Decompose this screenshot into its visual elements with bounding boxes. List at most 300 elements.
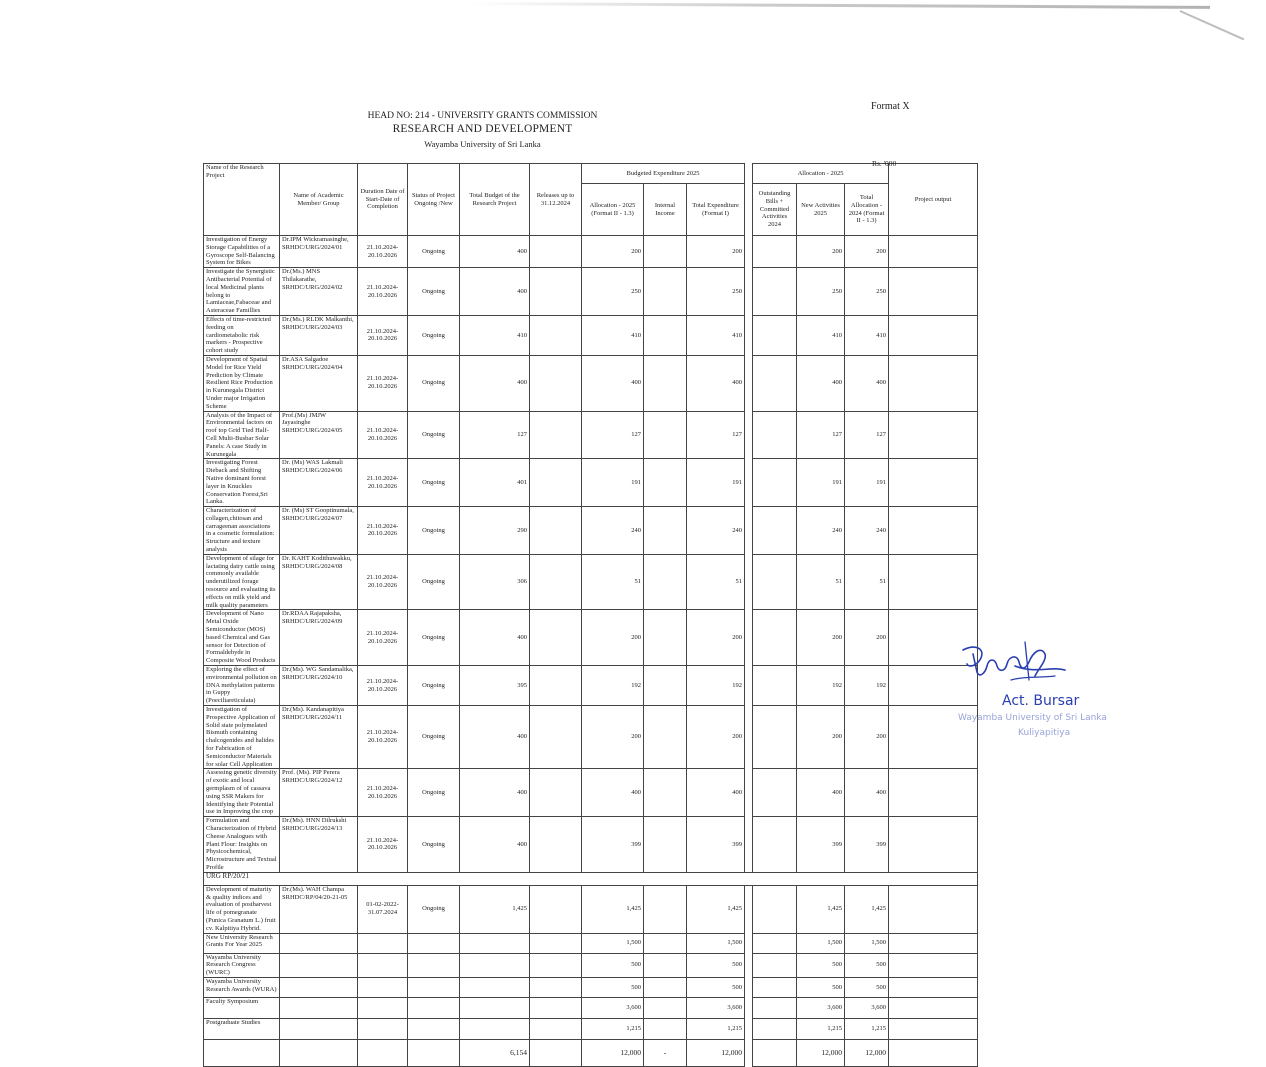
totals-cell bbox=[753, 1039, 797, 1066]
academic-member-cell: Dr.IPM Wickramasinghe, SRHDC/URG/2024/01 bbox=[280, 236, 358, 268]
total-budget-cell: 1,425 bbox=[460, 885, 530, 933]
column-separator-cell bbox=[745, 1018, 753, 1039]
total-budget-cell bbox=[460, 953, 530, 977]
outstanding-bills-cell bbox=[753, 1018, 797, 1039]
academic-member-cell bbox=[280, 997, 358, 1018]
outstanding-bills-cell bbox=[753, 610, 797, 666]
column-separator-cell bbox=[745, 977, 753, 997]
internal-income-cell bbox=[644, 355, 687, 411]
table-row bbox=[204, 610, 978, 666]
releases-cell bbox=[530, 355, 582, 411]
header-duration: Duration Date of Start-Date of Completion bbox=[358, 164, 408, 236]
table-row bbox=[204, 459, 978, 507]
releases-cell bbox=[530, 666, 582, 706]
new-activities-cell: 51 bbox=[797, 554, 845, 610]
total-allocation-cell: 1,425 bbox=[845, 885, 889, 933]
table-row bbox=[204, 885, 978, 933]
duration-cell: 21.10.2024-20.10.2026 bbox=[358, 236, 408, 268]
header-new-activities: New Activities 2025 bbox=[797, 184, 845, 236]
academic-member-cell: Dr.RDAA Rajapaksha, SRHDC/URG/2024/09 bbox=[280, 610, 358, 666]
academic-member-cell: Dr.(Ms.) RLDK Malkanthi, SRHDC/URG/2024/03 bbox=[280, 315, 358, 355]
totals-cell bbox=[204, 1039, 280, 1066]
outstanding-bills-cell bbox=[753, 236, 797, 268]
total-budget-cell: 290 bbox=[460, 507, 530, 555]
releases-cell bbox=[530, 769, 582, 817]
project-output-cell bbox=[889, 953, 978, 977]
status-cell: Ongoing bbox=[408, 666, 460, 706]
internal-income-cell bbox=[644, 885, 687, 933]
new-activities-sum: 12,000 bbox=[797, 1039, 845, 1066]
duration-cell bbox=[358, 997, 408, 1018]
new-activities-cell: 240 bbox=[797, 507, 845, 555]
total-allocation-cell: 200 bbox=[845, 236, 889, 268]
academic-member-cell: Prof.(Ms) JMJW Jayasinghe SRHDC/URG/2024/05 bbox=[280, 411, 358, 459]
allocation-2025-cell: 51 bbox=[582, 554, 644, 610]
duration-cell: 21.10.2024-20.10.2026 bbox=[358, 554, 408, 610]
status-cell: Ongoing bbox=[408, 769, 460, 817]
allocation-2025-cell: 500 bbox=[582, 953, 644, 977]
allocation-2025-cell: 400 bbox=[582, 769, 644, 817]
allocation-2025-cell: 400 bbox=[582, 355, 644, 411]
column-separator-cell bbox=[745, 236, 753, 268]
academic-member-cell bbox=[280, 933, 358, 953]
total-allocation-cell: 500 bbox=[845, 953, 889, 977]
outstanding-bills-cell bbox=[753, 706, 797, 769]
new-activities-cell: 200 bbox=[797, 610, 845, 666]
project-name-cell: Assessing genetic diversity of exotic and local germplasm of of cassava using SSR Makers for Identifying their Potential use in Improving the crop bbox=[204, 769, 280, 817]
total-budget-cell bbox=[460, 933, 530, 953]
academic-member-cell: Dr.(Ms). WG Sandamalika, SRHDC/URG/2024/10 bbox=[280, 666, 358, 706]
total-allocation-cell: 200 bbox=[845, 610, 889, 666]
total-expenditure-sum: 12,000 bbox=[687, 1039, 745, 1066]
allocation-2025-cell: 399 bbox=[582, 817, 644, 873]
internal-income-cell bbox=[644, 411, 687, 459]
status-cell bbox=[408, 933, 460, 953]
project-name-cell: Characterization of collagen,chitosan and carrageenan associations in a cosmetic formulation: Structure and texture analysis bbox=[204, 507, 280, 555]
section-label: URG RP/20/21 bbox=[204, 872, 978, 885]
column-separator-cell bbox=[745, 554, 753, 610]
project-name-cell: Development of maturity & quality indices and evaluation of postharvest life of pomegranate (Punica Granatum L.) fruit cv. Kalpitiya Hybrid. bbox=[204, 885, 280, 933]
total-budget-cell: 306 bbox=[460, 554, 530, 610]
project-output-cell bbox=[889, 411, 978, 459]
duration-cell bbox=[358, 953, 408, 977]
internal-income-cell bbox=[644, 459, 687, 507]
table-row bbox=[204, 554, 978, 610]
allocation-2025-cell: 500 bbox=[582, 977, 644, 997]
column-separator-cell bbox=[745, 355, 753, 411]
header-allocation-2025: Allocation - 2025 (Format II - 1.3) bbox=[582, 184, 644, 236]
new-activities-cell: 400 bbox=[797, 355, 845, 411]
internal-income-cell bbox=[644, 236, 687, 268]
column-separator-cell bbox=[745, 769, 753, 817]
total-expenditure-cell: 127 bbox=[687, 411, 745, 459]
total-allocation-cell: 1,215 bbox=[845, 1018, 889, 1039]
table-row bbox=[204, 355, 978, 411]
totals-row bbox=[204, 1039, 978, 1066]
project-output-cell bbox=[889, 1018, 978, 1039]
total-expenditure-cell: 51 bbox=[687, 554, 745, 610]
duration-cell bbox=[358, 1018, 408, 1039]
duration-cell: 21.10.2024-20.10.2026 bbox=[358, 411, 408, 459]
status-cell: Ongoing bbox=[408, 315, 460, 355]
project-output-cell bbox=[889, 817, 978, 873]
total-expenditure-cell: 200 bbox=[687, 236, 745, 268]
column-separator-cell bbox=[745, 997, 753, 1018]
currency-unit: Rs. '000 bbox=[872, 159, 897, 168]
totals-cell bbox=[358, 1039, 408, 1066]
total-allocation-cell: 3,600 bbox=[845, 997, 889, 1018]
releases-cell bbox=[530, 459, 582, 507]
total-budget-cell: 127 bbox=[460, 411, 530, 459]
outstanding-bills-cell bbox=[753, 817, 797, 873]
academic-member-cell: Dr.(Ms.) MNS Thilakarathe, SRHDC/URG/2024/02 bbox=[280, 268, 358, 316]
project-output-cell bbox=[889, 769, 978, 817]
project-name-cell: Formulation and Characterization of Hybrid Cheese Analogues with Plant Flour: Insights on Physicochemical, Microstructure and Textual Profile bbox=[204, 817, 280, 873]
status-cell: Ongoing bbox=[408, 268, 460, 316]
internal-income-cell bbox=[644, 933, 687, 953]
allocation-2025-cell: 3,600 bbox=[582, 997, 644, 1018]
duration-cell: 21.10.2024-20.10.2026 bbox=[358, 355, 408, 411]
duration-cell: 21.10.2024-20.10.2026 bbox=[358, 817, 408, 873]
total-allocation-cell: 400 bbox=[845, 769, 889, 817]
status-cell: Ongoing bbox=[408, 411, 460, 459]
table-body bbox=[204, 236, 978, 1040]
duration-cell: 21.10.2024-20.10.2026 bbox=[358, 706, 408, 769]
table-row bbox=[204, 817, 978, 873]
academic-member-cell bbox=[280, 977, 358, 997]
total-expenditure-cell: 399 bbox=[687, 817, 745, 873]
total-allocation-sum: 12,000 bbox=[845, 1039, 889, 1066]
project-name-cell: Exploring the effect of environmental pollution on DNA methylation patterns in Guppy (Poeciliareticulata) bbox=[204, 666, 280, 706]
project-name-cell: Analysis of the Impact of Environmental factors on roof top Grid Tied Half-Cell Multi-Busbar Solar Panels: A case Study in Kurunegala bbox=[204, 411, 280, 459]
project-name-cell: Investigation of Energy Storage Capabilities of a Gyroscope Self-Balancing System for Bikes bbox=[204, 236, 280, 268]
project-output-cell bbox=[889, 355, 978, 411]
stamp-location: Kuliyapitiya bbox=[1018, 728, 1071, 738]
project-name-cell: Development of silage for lactating dairy cattle using commonly available underutilized forage resource and evaluating its effects on milk yield and milk quality parameters bbox=[204, 554, 280, 610]
total-expenditure-cell: 1,215 bbox=[687, 1018, 745, 1039]
releases-cell bbox=[530, 554, 582, 610]
column-separator-cell bbox=[745, 315, 753, 355]
releases-cell bbox=[530, 507, 582, 555]
internal-income-sum: - bbox=[644, 1039, 687, 1066]
total-allocation-cell: 400 bbox=[845, 355, 889, 411]
total-expenditure-cell: 200 bbox=[687, 706, 745, 769]
total-budget-cell bbox=[460, 997, 530, 1018]
new-activities-cell: 1,215 bbox=[797, 1018, 845, 1039]
table-row bbox=[204, 977, 978, 997]
status-cell: Ongoing bbox=[408, 706, 460, 769]
header-releases: Releases up to 31.12.2024 bbox=[530, 164, 582, 236]
institution-name: Wayamba University of Sri Lanka bbox=[424, 139, 541, 149]
new-activities-cell: 200 bbox=[797, 236, 845, 268]
total-allocation-cell: 127 bbox=[845, 411, 889, 459]
duration-cell: 21.10.2024-20.10.2026 bbox=[358, 459, 408, 507]
total-expenditure-cell: 200 bbox=[687, 610, 745, 666]
header-project-name: Name of the Research Project bbox=[204, 164, 280, 236]
table-row bbox=[204, 507, 978, 555]
project-output-cell bbox=[889, 977, 978, 997]
outstanding-bills-cell bbox=[753, 459, 797, 507]
duration-cell bbox=[358, 933, 408, 953]
total-expenditure-cell: 400 bbox=[687, 355, 745, 411]
table-row bbox=[204, 1018, 978, 1039]
allocation-2025-cell: 192 bbox=[582, 666, 644, 706]
column-separator-cell bbox=[745, 666, 753, 706]
duration-cell: 21.10.2024-20.10.2026 bbox=[358, 507, 408, 555]
project-name-cell: Investigation of Prospective Application of Solid state polymelated Bismuth containing chalcogenides and halides for Fabrication of Semiconductor Materials for solar Cell Application bbox=[204, 706, 280, 769]
project-output-cell bbox=[889, 885, 978, 933]
total-budget-cell: 401 bbox=[460, 459, 530, 507]
internal-income-cell bbox=[644, 507, 687, 555]
releases-cell bbox=[530, 933, 582, 953]
releases-cell bbox=[530, 706, 582, 769]
total-budget-sum: 6,154 bbox=[460, 1039, 530, 1066]
releases-cell bbox=[530, 997, 582, 1018]
project-name-cell: Investigate the Synergistic Antibacterial Potential of local Medicinal plants belong to Lamiaceae,Fabaceae and Asteraceae Famillies bbox=[204, 268, 280, 316]
allocation-2025-cell: 200 bbox=[582, 236, 644, 268]
new-activities-cell: 500 bbox=[797, 953, 845, 977]
table-row bbox=[204, 769, 978, 817]
outstanding-bills-cell bbox=[753, 411, 797, 459]
allocation-2025-cell: 127 bbox=[582, 411, 644, 459]
project-name-cell: Investigating Forest Dieback and Shifting Native dominant forest layer in Knuckles Conservation Forest,Sri Lanka. bbox=[204, 459, 280, 507]
total-allocation-cell: 191 bbox=[845, 459, 889, 507]
table-row bbox=[204, 411, 978, 459]
scan-edge-shadow bbox=[470, 2, 1210, 9]
releases-cell bbox=[530, 817, 582, 873]
table-row bbox=[204, 315, 978, 355]
total-allocation-cell: 410 bbox=[845, 315, 889, 355]
outstanding-bills-cell bbox=[753, 355, 797, 411]
new-activities-cell: 200 bbox=[797, 706, 845, 769]
new-activities-cell: 399 bbox=[797, 817, 845, 873]
project-name-cell: Faculty Symposium bbox=[204, 997, 280, 1018]
column-separator-cell bbox=[745, 953, 753, 977]
releases-cell bbox=[530, 610, 582, 666]
status-cell bbox=[408, 997, 460, 1018]
table-row bbox=[204, 933, 978, 953]
total-expenditure-cell: 191 bbox=[687, 459, 745, 507]
status-cell bbox=[408, 977, 460, 997]
allocation-2025-cell: 410 bbox=[582, 315, 644, 355]
new-activities-cell: 192 bbox=[797, 666, 845, 706]
internal-income-cell bbox=[644, 666, 687, 706]
total-expenditure-cell: 3,600 bbox=[687, 997, 745, 1018]
allocation-2025-cell: 240 bbox=[582, 507, 644, 555]
column-separator-cell bbox=[745, 507, 753, 555]
header-internal-income: Internal Income bbox=[644, 184, 687, 236]
project-name-cell: Wayamba University Research Congress (WURC) bbox=[204, 953, 280, 977]
internal-income-cell bbox=[644, 817, 687, 873]
allocation-2025-cell: 200 bbox=[582, 706, 644, 769]
new-activities-cell: 410 bbox=[797, 315, 845, 355]
duration-cell: 21.10.2024-20.10.2026 bbox=[358, 610, 408, 666]
project-name-cell: Development of Spatial Model for Rice Yield Prediction by Climate Resilient Rice Production in Kurunegala District Under major Irrigation Scheme bbox=[204, 355, 280, 411]
totals-cell bbox=[530, 1039, 582, 1066]
internal-income-cell bbox=[644, 268, 687, 316]
academic-member-cell: Dr.(Ms). WAH Champa SRHDC/RP/04/20-21-05 bbox=[280, 885, 358, 933]
new-activities-cell: 400 bbox=[797, 769, 845, 817]
totals-cell bbox=[408, 1039, 460, 1066]
total-allocation-cell: 1,500 bbox=[845, 933, 889, 953]
outstanding-bills-cell bbox=[753, 977, 797, 997]
total-allocation-cell: 399 bbox=[845, 817, 889, 873]
column-separator-cell bbox=[745, 610, 753, 666]
total-expenditure-cell: 192 bbox=[687, 666, 745, 706]
column-separator-cell bbox=[745, 885, 753, 933]
releases-cell bbox=[530, 411, 582, 459]
total-allocation-cell: 250 bbox=[845, 268, 889, 316]
column-separator bbox=[745, 1039, 753, 1066]
total-allocation-cell: 500 bbox=[845, 977, 889, 997]
total-budget-cell bbox=[460, 977, 530, 997]
total-budget-cell: 400 bbox=[460, 268, 530, 316]
head-number: HEAD NO: 214 - UNIVERSITY GRANTS COMMISSION bbox=[367, 111, 598, 121]
column-separator-cell bbox=[745, 268, 753, 316]
project-name-cell: Postgraduate Studies bbox=[204, 1018, 280, 1039]
outstanding-bills-cell bbox=[753, 885, 797, 933]
total-expenditure-cell: 500 bbox=[687, 953, 745, 977]
duration-cell: 21.10.2024-20.10.2026 bbox=[358, 268, 408, 316]
new-activities-cell: 191 bbox=[797, 459, 845, 507]
status-cell: Ongoing bbox=[408, 236, 460, 268]
header-allocation-group: Allocation - 2025 bbox=[753, 164, 889, 184]
project-output-cell bbox=[889, 933, 978, 953]
header-status: Status of Project Ongoing /New bbox=[408, 164, 460, 236]
project-output-cell bbox=[889, 554, 978, 610]
outstanding-bills-cell bbox=[753, 933, 797, 953]
academic-member-cell: Dr.ASA Salgadoe SRHDC/URG/2024/04 bbox=[280, 355, 358, 411]
total-allocation-cell: 240 bbox=[845, 507, 889, 555]
project-name-cell: Development of Nano Metal Oxide Semiconductor (MOS) based Chemical and Gas sensor for Detection of Formaldehyde in Composite Wood Products bbox=[204, 610, 280, 666]
allocation-2025-cell: 250 bbox=[582, 268, 644, 316]
new-activities-cell: 500 bbox=[797, 977, 845, 997]
header-outstanding: Outstanding Bills + Committed Activities 2024 bbox=[753, 184, 797, 236]
total-expenditure-cell: 400 bbox=[687, 769, 745, 817]
total-allocation-cell: 200 bbox=[845, 706, 889, 769]
internal-income-cell bbox=[644, 554, 687, 610]
column-separator-cell bbox=[745, 706, 753, 769]
internal-income-cell bbox=[644, 977, 687, 997]
internal-income-cell bbox=[644, 953, 687, 977]
releases-cell bbox=[530, 268, 582, 316]
total-budget-cell: 400 bbox=[460, 610, 530, 666]
totals-cell bbox=[280, 1039, 358, 1066]
outstanding-bills-cell bbox=[753, 507, 797, 555]
outstanding-bills-cell bbox=[753, 953, 797, 977]
signatory-title: Act. Bursar bbox=[1002, 693, 1080, 709]
total-expenditure-cell: 1,500 bbox=[687, 933, 745, 953]
releases-cell bbox=[530, 236, 582, 268]
header-member: Name of Academic Member/ Group bbox=[280, 164, 358, 236]
table-row bbox=[204, 706, 978, 769]
project-output-cell bbox=[889, 268, 978, 316]
internal-income-cell bbox=[644, 769, 687, 817]
total-budget-cell: 400 bbox=[460, 706, 530, 769]
outstanding-bills-cell bbox=[753, 769, 797, 817]
duration-cell: 01-02-2022-31.07.2024 bbox=[358, 885, 408, 933]
academic-member-cell: Dr.(Ms). Kandanapitiya SRHDC/URG/2024/11 bbox=[280, 706, 358, 769]
scan-corner-fold bbox=[1180, 10, 1245, 40]
internal-income-cell bbox=[644, 1018, 687, 1039]
table-row bbox=[204, 666, 978, 706]
duration-cell: 21.10.2024-20.10.2026 bbox=[358, 769, 408, 817]
total-allocation-cell: 51 bbox=[845, 554, 889, 610]
status-cell: Ongoing bbox=[408, 459, 460, 507]
table-row bbox=[204, 953, 978, 977]
duration-cell bbox=[358, 977, 408, 997]
internal-income-cell bbox=[644, 997, 687, 1018]
allocation-2025-cell: 1,215 bbox=[582, 1018, 644, 1039]
research-budget-table bbox=[203, 163, 978, 1067]
table-row bbox=[204, 236, 978, 268]
outstanding-bills-cell bbox=[753, 997, 797, 1018]
academic-member-cell: Dr. (Ms) WAS Lakmali SRHDC/URG/2024/06 bbox=[280, 459, 358, 507]
project-output-cell bbox=[889, 315, 978, 355]
status-cell: Ongoing bbox=[408, 610, 460, 666]
project-name-cell: Effects of time-restricted feeding on cardiometabolic risk markers - Prospective cohort study bbox=[204, 315, 280, 355]
status-cell: Ongoing bbox=[408, 554, 460, 610]
allocation-2025-cell: 191 bbox=[582, 459, 644, 507]
table-row bbox=[204, 268, 978, 316]
academic-member-cell: Dr. (Ms) ST Gooptinumala, SRHDC/URG/2024/07 bbox=[280, 507, 358, 555]
header-total-expenditure: Total Expenditure (Format I) bbox=[687, 184, 745, 236]
new-activities-cell: 1,500 bbox=[797, 933, 845, 953]
allocation-sum: 12,000 bbox=[582, 1039, 644, 1066]
total-budget-cell: 400 bbox=[460, 769, 530, 817]
outstanding-bills-cell bbox=[753, 268, 797, 316]
column-separator-cell bbox=[745, 817, 753, 873]
releases-cell bbox=[530, 1018, 582, 1039]
page-title: RESEARCH AND DEVELOPMENT bbox=[392, 123, 573, 135]
academic-member-cell bbox=[280, 953, 358, 977]
academic-member-cell: Dr. KAHT Kodithuwakku, SRHDC/URG/2024/08 bbox=[280, 554, 358, 610]
total-expenditure-cell: 1,425 bbox=[687, 885, 745, 933]
releases-cell bbox=[530, 315, 582, 355]
header-total-allocation: Total Allocation - 2024 (Format II - 1.3) bbox=[845, 184, 889, 236]
total-expenditure-cell: 410 bbox=[687, 315, 745, 355]
new-activities-cell: 250 bbox=[797, 268, 845, 316]
column-separator-cell bbox=[745, 933, 753, 953]
header-budgeted-expenditure: Budgeted Expenditure 2025 bbox=[582, 164, 745, 184]
internal-income-cell bbox=[644, 315, 687, 355]
stamp-university: Wayamba University of Sri Lanka bbox=[958, 713, 1107, 723]
total-budget-cell bbox=[460, 1018, 530, 1039]
total-expenditure-cell: 500 bbox=[687, 977, 745, 997]
signature-scribble bbox=[955, 636, 1105, 696]
outstanding-bills-cell bbox=[753, 666, 797, 706]
format-label: Format X bbox=[871, 101, 910, 112]
header-project-output: Project output bbox=[889, 164, 978, 236]
total-budget-cell: 400 bbox=[460, 355, 530, 411]
project-output-cell bbox=[889, 236, 978, 268]
table-row bbox=[204, 997, 978, 1018]
academic-member-cell: Prof. (Ms). PIP Perera SRHDC/URG/2024/12 bbox=[280, 769, 358, 817]
total-budget-cell: 395 bbox=[460, 666, 530, 706]
column-separator-cell bbox=[745, 411, 753, 459]
duration-cell: 21.10.2024-20.10.2026 bbox=[358, 666, 408, 706]
internal-income-cell bbox=[644, 610, 687, 666]
releases-cell bbox=[530, 953, 582, 977]
total-expenditure-cell: 250 bbox=[687, 268, 745, 316]
header-total-budget: Total Budget of the Research Project bbox=[460, 164, 530, 236]
total-budget-cell: 400 bbox=[460, 817, 530, 873]
total-budget-cell: 400 bbox=[460, 236, 530, 268]
total-budget-cell: 410 bbox=[460, 315, 530, 355]
academic-member-cell: Dr.(Ms). HNN Dilrukshi SRHDC/URG/2024/13 bbox=[280, 817, 358, 873]
status-cell: Ongoing bbox=[408, 507, 460, 555]
new-activities-cell: 127 bbox=[797, 411, 845, 459]
